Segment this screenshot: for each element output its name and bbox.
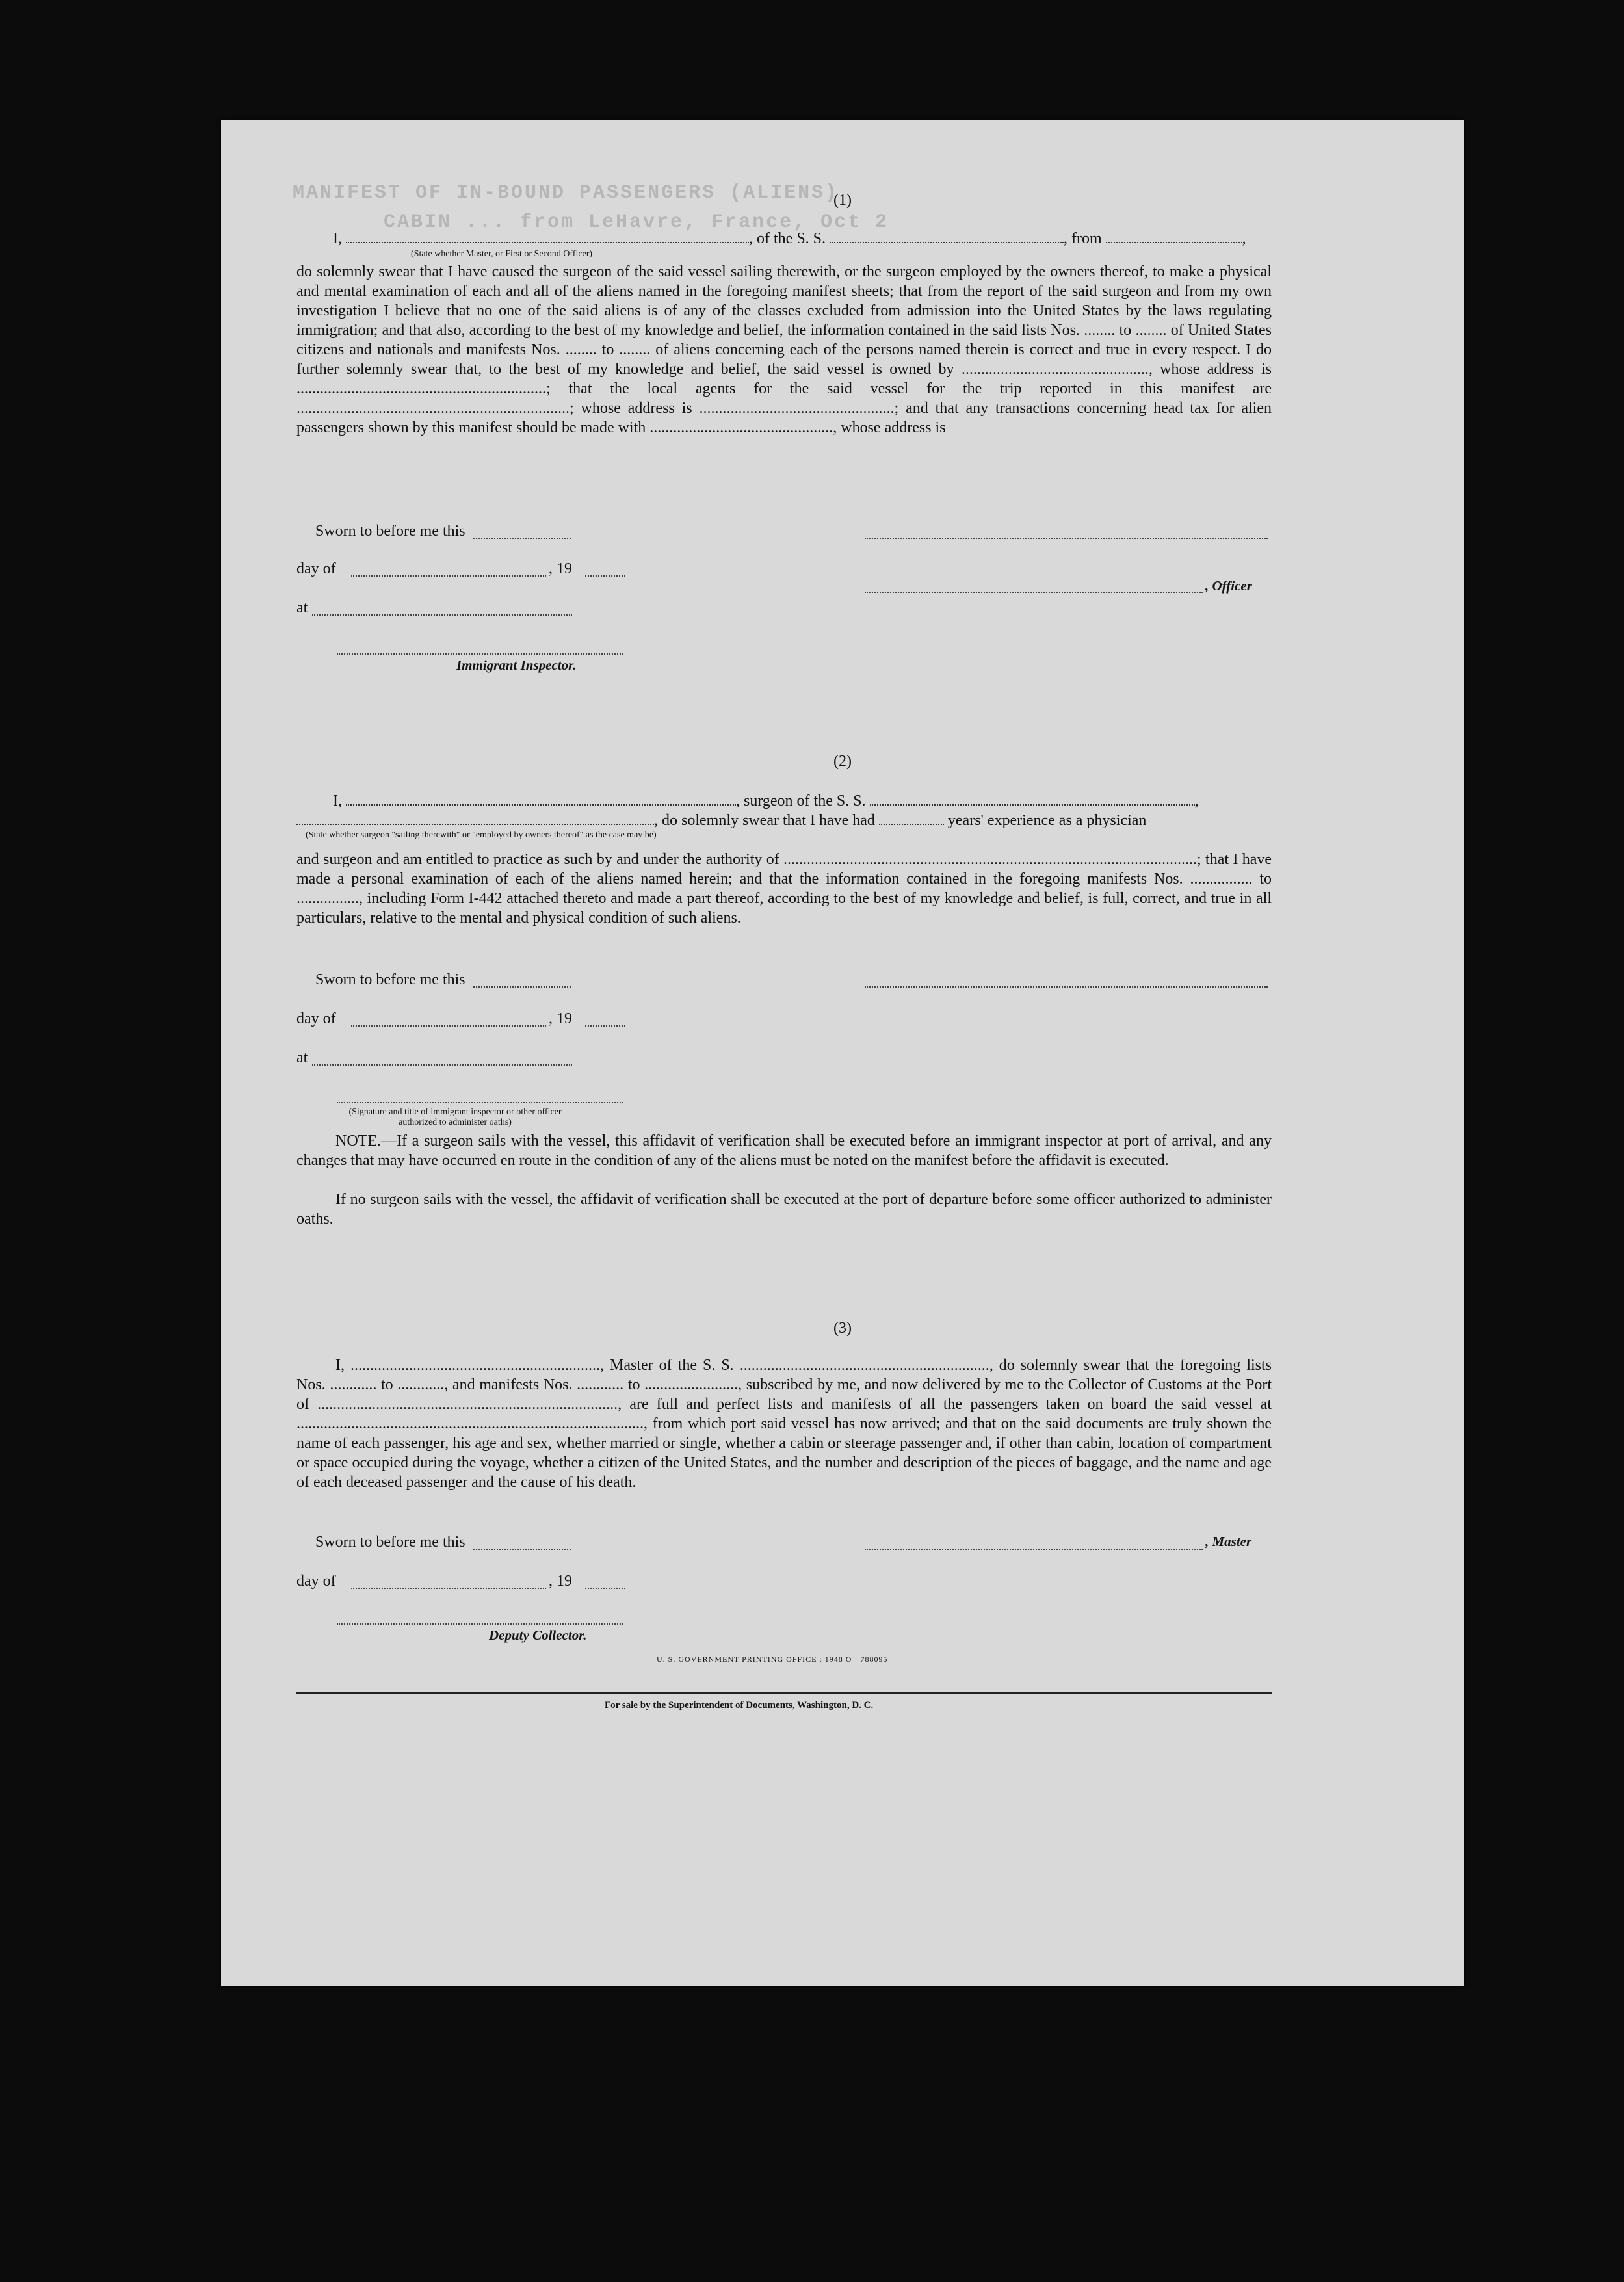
day-line bbox=[351, 1025, 546, 1027]
section-2-year-label: , 19 bbox=[549, 1010, 572, 1027]
section-1-intro: I, , of the S. S. , from , bbox=[333, 228, 1246, 248]
sworn-date-line bbox=[473, 986, 571, 988]
section-2-intro: I, , surgeon of the S. S. , bbox=[333, 790, 1199, 811]
master-signature-line bbox=[865, 1549, 1203, 1550]
section-2-note: NOTE.—If a surgeon sails with the vessel, this affidavit of verification shall be executed before an immigrant inspector at port of arrival, and any changes that may have occurred en route in the condition of any of the aliens must be noted on the manifest before the affidavit is executed. bbox=[296, 1133, 1272, 1169]
section-3-day-label: day of bbox=[296, 1573, 336, 1590]
collector-signature-line bbox=[337, 1623, 623, 1625]
section-3-master-label: , Master bbox=[1205, 1534, 1252, 1549]
section-3-year-label: , 19 bbox=[549, 1573, 572, 1590]
footer-sale-notice: For sale by the Superintendent of Documents, Washington, D. C. bbox=[605, 1700, 874, 1711]
section-2-day-label: day of bbox=[296, 1010, 336, 1027]
section-1-sworn-label: Sworn to before me this bbox=[315, 523, 465, 540]
section-1-inspector-label: Immigrant Inspector. bbox=[456, 657, 577, 673]
section-3-sworn-label: Sworn to before me this bbox=[315, 1534, 465, 1551]
section-2-caption: (State whether surgeon "sailing therewith" or "employed by owners thereof" as the case may be) bbox=[306, 830, 657, 840]
section-2-note-2: If no surgeon sails with the vessel, the affidavit of verification shall be executed at the port of departure before some officer authorized to administer oaths. bbox=[296, 1191, 1272, 1227]
inspector-signature-line bbox=[337, 653, 623, 655]
surgeon-signature-line bbox=[865, 986, 1268, 988]
gpo-imprint: U. S. GOVERNMENT PRINTING OFFICE : 1948 O—788095 bbox=[657, 1655, 888, 1664]
at-line bbox=[312, 614, 572, 616]
year-line bbox=[585, 575, 625, 577]
section-3-body: I, ................................................................, Master of the S. S. ................................................................, do solemnly swear that the foregoing lists Nos. ............ to ............, and manifests Nos. ............ to ........................, subscribed by me, and now delivered by me to the Collector of Customs at the Port of ............................................................................., are full and perfect lists and manifests of all the passengers taken on board the said vessel at ........................................................................................., from which port said vessel has now arrived; and that on the said documents are truly shown the name of each passenger, his age and sex, whether married or single, whether a cabin or steerage passenger and, if other than cabin, location of compartment or space occupied during the voyage, whether a citizen of the United States, and the number and description of the pieces of baggage, and the name and age of each deceased passenger and the cause of his death. bbox=[296, 1357, 1272, 1491]
bleed-through-header: CABIN ... from LeHavre, France, Oct 2 bbox=[384, 211, 889, 233]
officer-name-line bbox=[865, 538, 1268, 539]
year-line bbox=[585, 1588, 625, 1589]
affidavit-form-page bbox=[221, 120, 1464, 1986]
section-1-officer-label: , Officer bbox=[1205, 578, 1252, 594]
sworn-date-line bbox=[473, 1549, 571, 1550]
section-1-body: do solemnly swear that I have caused the surgeon of the said vessel sailing therewith, or the surgeon employed by the owners thereof, to make a physical and mental examination of each and all of the aliens named in the foregoing manifest sheets; that from the report of the said surgeon and from my own investigation I believe that no one of the said aliens is of any of the classes excluded from admission into the United States by the laws regulating immigration; and that also, according to the best of my knowledge and belief, the information contained in the said lists Nos. ........ to ........ of United States citizens and nationals and manifests Nos. ........ to ........ of aliens concerning each of the persons named therein is correct and true in every respect. I do further solemnly swear that, to the best of my knowledge and belief, the said vessel is owned by ................................................, whose address is ................................................................; that the local agents for the said vessel for the trip reported in this manifest are ......................................................................; whose address is ..................................................; and that any transactions concerning head tax for alien passengers shown by this manifest should be made with ..............................................., whose address is bbox=[296, 263, 1272, 436]
section-2-at-label: at bbox=[296, 1049, 308, 1066]
bleed-through-header: MANIFEST OF IN-BOUND PASSENGERS (ALIENS) bbox=[293, 182, 839, 204]
inspector-signature-line bbox=[337, 1102, 623, 1103]
officer-signature-line bbox=[865, 592, 1203, 593]
at-line bbox=[312, 1064, 572, 1066]
section-1-year-label: , 19 bbox=[549, 560, 572, 577]
section-1-number: (1) bbox=[833, 192, 852, 209]
section-1-caption: (State whether Master, or First or Second Officer) bbox=[411, 249, 593, 259]
section-1-day-label: day of bbox=[296, 560, 336, 577]
section-3-collector-label: Deputy Collector. bbox=[489, 1627, 587, 1643]
sworn-date-line bbox=[473, 538, 571, 539]
day-line bbox=[351, 575, 546, 577]
section-2-number: (2) bbox=[833, 753, 852, 770]
section-2-body: and surgeon and am entitled to practice as such by and under the authority of ..........................................................................................................; that I have made a personal examination of each of the aliens named herein; and that the information contained in the foregoing manifests Nos. ................ to ................, including Form I-442 attached thereto and made a part thereof, according to the best of my knowledge and belief, is full, correct, and true in all particulars, relative to the mental and physical condition of such aliens. bbox=[296, 851, 1272, 926]
day-line bbox=[351, 1588, 546, 1589]
year-line bbox=[585, 1025, 625, 1027]
footer-rule bbox=[296, 1692, 1272, 1694]
section-1-at-label: at bbox=[296, 599, 308, 616]
section-2-sworn-label: Sworn to before me this bbox=[315, 971, 465, 988]
section-2-signature-caption: (Signature and title of immigrant inspector or other officer authorized to administer oaths) bbox=[348, 1107, 562, 1127]
section-2-solemnly-line: , do solemnly swear that I have had years' experience as a physician bbox=[296, 809, 1146, 830]
section-3-number: (3) bbox=[833, 1320, 852, 1337]
